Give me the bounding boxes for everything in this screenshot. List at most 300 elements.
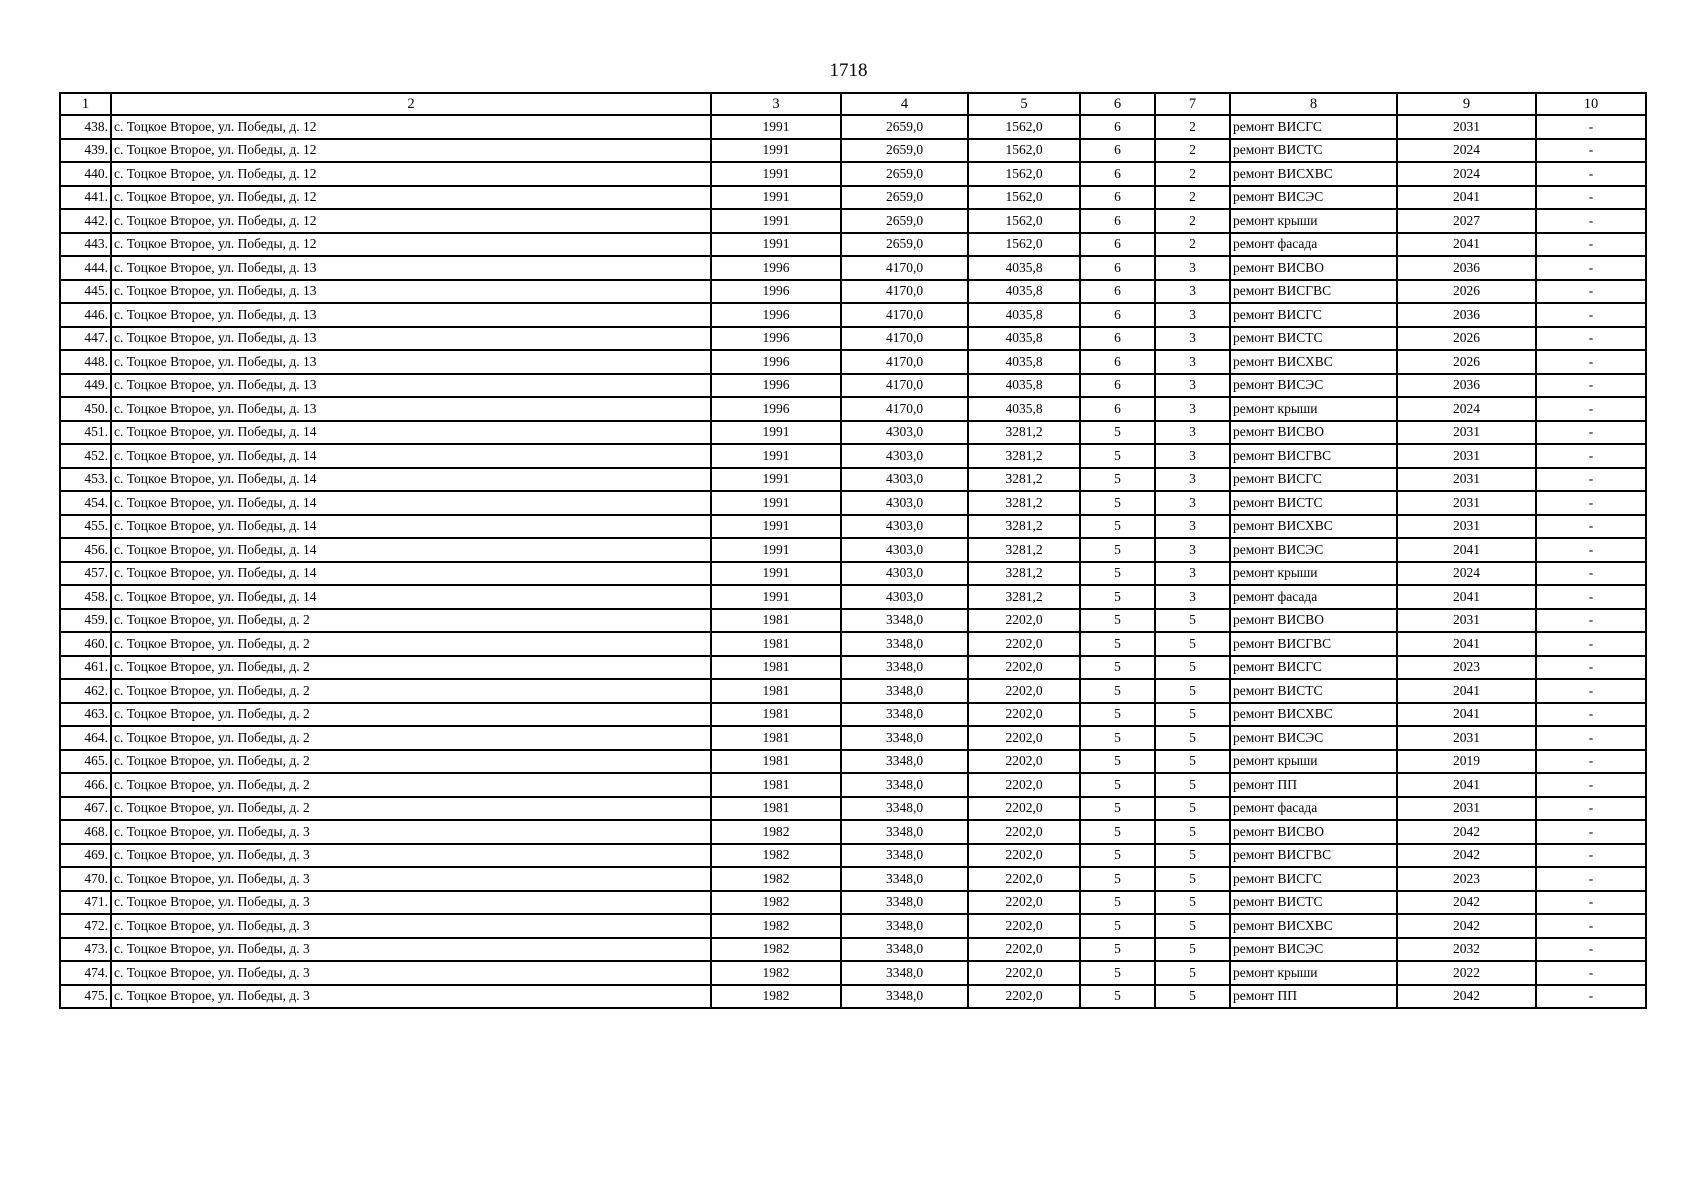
cell-address: с. Тоцкое Второе, ул. Победы, д. 12 xyxy=(111,162,711,186)
cell-build-year: 1996 xyxy=(711,303,841,327)
cell-row-number: 445. xyxy=(60,280,111,304)
cell-planned-year: 2042 xyxy=(1397,820,1536,844)
cell-address: с. Тоцкое Второе, ул. Победы, д. 2 xyxy=(111,632,711,656)
cell-col-10-value: - xyxy=(1536,280,1646,304)
table-row xyxy=(60,421,1646,445)
cell-entrances: 3 xyxy=(1155,327,1230,351)
cell-work-type: ремонт ПП xyxy=(1230,773,1397,797)
cell-row-number: 456. xyxy=(60,538,111,562)
cell-planned-year: 2023 xyxy=(1397,656,1536,680)
cell-col-10-value: - xyxy=(1536,444,1646,468)
cell-build-year: 1996 xyxy=(711,397,841,421)
cell-col-10-value: - xyxy=(1536,233,1646,257)
col-header-3: 3 xyxy=(711,93,841,115)
cell-floors: 6 xyxy=(1080,397,1155,421)
cell-work-type: ремонт ВИСТС xyxy=(1230,491,1397,515)
cell-work-type: ремонт ВИСЭС xyxy=(1230,726,1397,750)
cell-build-year: 1996 xyxy=(711,280,841,304)
cell-entrances: 5 xyxy=(1155,750,1230,774)
cell-entrances: 3 xyxy=(1155,562,1230,586)
cell-living-area: 1562,0 xyxy=(968,139,1080,163)
cell-living-area: 4035,8 xyxy=(968,350,1080,374)
cell-entrances: 3 xyxy=(1155,350,1230,374)
cell-floors: 6 xyxy=(1080,303,1155,327)
cell-floors: 5 xyxy=(1080,773,1155,797)
cell-work-type: ремонт крыши xyxy=(1230,961,1397,985)
cell-living-area: 1562,0 xyxy=(968,233,1080,257)
cell-col-10-value: - xyxy=(1536,632,1646,656)
cell-row-number: 458. xyxy=(60,585,111,609)
cell-total-area: 2659,0 xyxy=(841,233,968,257)
cell-address: с. Тоцкое Второе, ул. Победы, д. 14 xyxy=(111,468,711,492)
cell-row-number: 452. xyxy=(60,444,111,468)
cell-planned-year: 2041 xyxy=(1397,679,1536,703)
cell-floors: 5 xyxy=(1080,585,1155,609)
cell-row-number: 441. xyxy=(60,186,111,210)
cell-total-area: 3348,0 xyxy=(841,797,968,821)
cell-floors: 5 xyxy=(1080,726,1155,750)
cell-living-area: 1562,0 xyxy=(968,115,1080,139)
cell-entrances: 3 xyxy=(1155,397,1230,421)
cell-floors: 5 xyxy=(1080,538,1155,562)
cell-entrances: 5 xyxy=(1155,867,1230,891)
cell-col-10-value: - xyxy=(1536,844,1646,868)
cell-total-area: 4170,0 xyxy=(841,397,968,421)
cell-entrances: 2 xyxy=(1155,186,1230,210)
cell-total-area: 4303,0 xyxy=(841,444,968,468)
cell-floors: 6 xyxy=(1080,374,1155,398)
cell-entrances: 2 xyxy=(1155,209,1230,233)
cell-floors: 5 xyxy=(1080,891,1155,915)
cell-address: с. Тоцкое Второе, ул. Победы, д. 12 xyxy=(111,209,711,233)
cell-work-type: ремонт ПП xyxy=(1230,985,1397,1009)
cell-col-10-value: - xyxy=(1536,656,1646,680)
cell-work-type: ремонт ВИСГС xyxy=(1230,468,1397,492)
cell-row-number: 448. xyxy=(60,350,111,374)
cell-total-area: 3348,0 xyxy=(841,891,968,915)
cell-total-area: 3348,0 xyxy=(841,632,968,656)
cell-entrances: 5 xyxy=(1155,656,1230,680)
cell-col-10-value: - xyxy=(1536,891,1646,915)
cell-entrances: 5 xyxy=(1155,773,1230,797)
cell-living-area: 2202,0 xyxy=(968,914,1080,938)
cell-entrances: 3 xyxy=(1155,303,1230,327)
cell-entrances: 2 xyxy=(1155,233,1230,257)
table-row xyxy=(60,985,1646,1009)
cell-entrances: 3 xyxy=(1155,468,1230,492)
cell-living-area: 2202,0 xyxy=(968,844,1080,868)
cell-address: с. Тоцкое Второе, ул. Победы, д. 14 xyxy=(111,585,711,609)
cell-row-number: 466. xyxy=(60,773,111,797)
cell-floors: 5 xyxy=(1080,609,1155,633)
cell-planned-year: 2041 xyxy=(1397,773,1536,797)
cell-total-area: 4303,0 xyxy=(841,538,968,562)
cell-col-10-value: - xyxy=(1536,679,1646,703)
table-row xyxy=(60,632,1646,656)
cell-work-type: ремонт ВИСВО xyxy=(1230,421,1397,445)
cell-entrances: 3 xyxy=(1155,280,1230,304)
cell-address: с. Тоцкое Второе, ул. Победы, д. 3 xyxy=(111,961,711,985)
cell-planned-year: 2042 xyxy=(1397,914,1536,938)
cell-col-10-value: - xyxy=(1536,162,1646,186)
cell-living-area: 2202,0 xyxy=(968,797,1080,821)
cell-row-number: 442. xyxy=(60,209,111,233)
cell-planned-year: 2041 xyxy=(1397,585,1536,609)
cell-address: с. Тоцкое Второе, ул. Победы, д. 12 xyxy=(111,233,711,257)
cell-build-year: 1991 xyxy=(711,115,841,139)
table-row xyxy=(60,468,1646,492)
cell-row-number: 470. xyxy=(60,867,111,891)
cell-row-number: 471. xyxy=(60,891,111,915)
cell-work-type: ремонт ВИСХВС xyxy=(1230,515,1397,539)
cell-work-type: ремонт ВИСТС xyxy=(1230,139,1397,163)
cell-planned-year: 2027 xyxy=(1397,209,1536,233)
cell-build-year: 1996 xyxy=(711,327,841,351)
cell-living-area: 1562,0 xyxy=(968,162,1080,186)
table-row xyxy=(60,750,1646,774)
cell-build-year: 1982 xyxy=(711,938,841,962)
cell-floors: 6 xyxy=(1080,139,1155,163)
cell-living-area: 3281,2 xyxy=(968,468,1080,492)
cell-build-year: 1982 xyxy=(711,891,841,915)
cell-address: с. Тоцкое Второе, ул. Победы, д. 14 xyxy=(111,515,711,539)
cell-entrances: 3 xyxy=(1155,491,1230,515)
cell-build-year: 1981 xyxy=(711,703,841,727)
cell-col-10-value: - xyxy=(1536,303,1646,327)
cell-entrances: 5 xyxy=(1155,703,1230,727)
cell-total-area: 4303,0 xyxy=(841,468,968,492)
cell-row-number: 462. xyxy=(60,679,111,703)
cell-planned-year: 2024 xyxy=(1397,397,1536,421)
cell-planned-year: 2041 xyxy=(1397,186,1536,210)
col-header-2: 2 xyxy=(111,93,711,115)
table-row xyxy=(60,538,1646,562)
cell-row-number: 464. xyxy=(60,726,111,750)
cell-col-10-value: - xyxy=(1536,538,1646,562)
cell-floors: 5 xyxy=(1080,468,1155,492)
table-row xyxy=(60,867,1646,891)
cell-build-year: 1982 xyxy=(711,867,841,891)
cell-floors: 6 xyxy=(1080,209,1155,233)
cell-row-number: 472. xyxy=(60,914,111,938)
cell-total-area: 4170,0 xyxy=(841,256,968,280)
cell-work-type: ремонт фасада xyxy=(1230,233,1397,257)
cell-address: с. Тоцкое Второе, ул. Победы, д. 12 xyxy=(111,139,711,163)
cell-address: с. Тоцкое Второе, ул. Победы, д. 3 xyxy=(111,891,711,915)
table-row xyxy=(60,797,1646,821)
cell-total-area: 4170,0 xyxy=(841,280,968,304)
cell-planned-year: 2041 xyxy=(1397,233,1536,257)
cell-work-type: ремонт крыши xyxy=(1230,209,1397,233)
cell-address: с. Тоцкое Второе, ул. Победы, д. 3 xyxy=(111,914,711,938)
cell-total-area: 3348,0 xyxy=(841,867,968,891)
cell-row-number: 474. xyxy=(60,961,111,985)
cell-address: с. Тоцкое Второе, ул. Победы, д. 13 xyxy=(111,350,711,374)
cell-floors: 5 xyxy=(1080,656,1155,680)
cell-work-type: ремонт ВИСГВС xyxy=(1230,280,1397,304)
cell-floors: 6 xyxy=(1080,327,1155,351)
cell-floors: 5 xyxy=(1080,844,1155,868)
cell-address: с. Тоцкое Второе, ул. Победы, д. 3 xyxy=(111,867,711,891)
cell-build-year: 1981 xyxy=(711,679,841,703)
col-header-7: 7 xyxy=(1155,93,1230,115)
cell-build-year: 1996 xyxy=(711,350,841,374)
cell-floors: 6 xyxy=(1080,115,1155,139)
cell-work-type: ремонт ВИСВО xyxy=(1230,820,1397,844)
cell-build-year: 1982 xyxy=(711,914,841,938)
cell-address: с. Тоцкое Второе, ул. Победы, д. 12 xyxy=(111,186,711,210)
cell-build-year: 1991 xyxy=(711,233,841,257)
cell-entrances: 5 xyxy=(1155,891,1230,915)
cell-entrances: 3 xyxy=(1155,256,1230,280)
cell-build-year: 1982 xyxy=(711,844,841,868)
cell-planned-year: 2026 xyxy=(1397,280,1536,304)
cell-planned-year: 2031 xyxy=(1397,609,1536,633)
cell-planned-year: 2031 xyxy=(1397,515,1536,539)
cell-entrances: 2 xyxy=(1155,115,1230,139)
cell-row-number: 467. xyxy=(60,797,111,821)
cell-floors: 6 xyxy=(1080,280,1155,304)
table-row xyxy=(60,209,1646,233)
repair-schedule-table xyxy=(59,92,1647,1009)
cell-planned-year: 2019 xyxy=(1397,750,1536,774)
cell-planned-year: 2036 xyxy=(1397,303,1536,327)
cell-planned-year: 2031 xyxy=(1397,115,1536,139)
cell-total-area: 3348,0 xyxy=(841,844,968,868)
cell-total-area: 3348,0 xyxy=(841,820,968,844)
cell-address: с. Тоцкое Второе, ул. Победы, д. 2 xyxy=(111,679,711,703)
cell-total-area: 3348,0 xyxy=(841,679,968,703)
cell-address: с. Тоцкое Второе, ул. Победы, д. 3 xyxy=(111,844,711,868)
cell-living-area: 3281,2 xyxy=(968,444,1080,468)
table-row xyxy=(60,280,1646,304)
cell-address: с. Тоцкое Второе, ул. Победы, д. 13 xyxy=(111,374,711,398)
cell-work-type: ремонт фасада xyxy=(1230,797,1397,821)
cell-row-number: 455. xyxy=(60,515,111,539)
table-row xyxy=(60,703,1646,727)
cell-living-area: 4035,8 xyxy=(968,303,1080,327)
cell-total-area: 2659,0 xyxy=(841,139,968,163)
cell-row-number: 438. xyxy=(60,115,111,139)
cell-col-10-value: - xyxy=(1536,209,1646,233)
cell-planned-year: 2031 xyxy=(1397,726,1536,750)
cell-entrances: 2 xyxy=(1155,139,1230,163)
cell-total-area: 4303,0 xyxy=(841,421,968,445)
cell-work-type: ремонт ВИСХВС xyxy=(1230,350,1397,374)
cell-col-10-value: - xyxy=(1536,726,1646,750)
cell-living-area: 2202,0 xyxy=(968,703,1080,727)
table-row xyxy=(60,773,1646,797)
cell-address: с. Тоцкое Второе, ул. Победы, д. 2 xyxy=(111,656,711,680)
cell-floors: 5 xyxy=(1080,961,1155,985)
cell-address: с. Тоцкое Второе, ул. Победы, д. 14 xyxy=(111,444,711,468)
cell-floors: 6 xyxy=(1080,162,1155,186)
cell-build-year: 1991 xyxy=(711,562,841,586)
cell-planned-year: 2023 xyxy=(1397,867,1536,891)
cell-living-area: 3281,2 xyxy=(968,562,1080,586)
col-header-5: 5 xyxy=(968,93,1080,115)
cell-row-number: 447. xyxy=(60,327,111,351)
cell-row-number: 461. xyxy=(60,656,111,680)
cell-floors: 5 xyxy=(1080,421,1155,445)
table-row xyxy=(60,844,1646,868)
cell-build-year: 1982 xyxy=(711,961,841,985)
cell-total-area: 3348,0 xyxy=(841,609,968,633)
cell-living-area: 2202,0 xyxy=(968,891,1080,915)
cell-build-year: 1981 xyxy=(711,656,841,680)
table-row xyxy=(60,374,1646,398)
cell-planned-year: 2032 xyxy=(1397,938,1536,962)
cell-entrances: 5 xyxy=(1155,985,1230,1009)
cell-living-area: 2202,0 xyxy=(968,773,1080,797)
col-header-8: 8 xyxy=(1230,93,1397,115)
cell-col-10-value: - xyxy=(1536,773,1646,797)
cell-living-area: 2202,0 xyxy=(968,750,1080,774)
cell-planned-year: 2024 xyxy=(1397,162,1536,186)
cell-floors: 5 xyxy=(1080,750,1155,774)
cell-work-type: ремонт ВИСГС xyxy=(1230,867,1397,891)
col-header-10: 10 xyxy=(1536,93,1646,115)
cell-work-type: ремонт ВИСХВС xyxy=(1230,703,1397,727)
cell-living-area: 2202,0 xyxy=(968,985,1080,1009)
cell-living-area: 4035,8 xyxy=(968,374,1080,398)
table-row xyxy=(60,891,1646,915)
table-row xyxy=(60,938,1646,962)
cell-planned-year: 2042 xyxy=(1397,891,1536,915)
cell-address: с. Тоцкое Второе, ул. Победы, д. 2 xyxy=(111,726,711,750)
cell-col-10-value: - xyxy=(1536,139,1646,163)
cell-work-type: ремонт ВИСХВС xyxy=(1230,914,1397,938)
cell-living-area: 1562,0 xyxy=(968,209,1080,233)
table-row xyxy=(60,233,1646,257)
table-row xyxy=(60,115,1646,139)
cell-entrances: 2 xyxy=(1155,162,1230,186)
cell-planned-year: 2041 xyxy=(1397,703,1536,727)
cell-col-10-value: - xyxy=(1536,750,1646,774)
col-header-9: 9 xyxy=(1397,93,1536,115)
cell-address: с. Тоцкое Второе, ул. Победы, д. 14 xyxy=(111,421,711,445)
cell-total-area: 2659,0 xyxy=(841,115,968,139)
cell-floors: 5 xyxy=(1080,491,1155,515)
cell-planned-year: 2042 xyxy=(1397,985,1536,1009)
cell-col-10-value: - xyxy=(1536,585,1646,609)
cell-address: с. Тоцкое Второе, ул. Победы, д. 14 xyxy=(111,538,711,562)
cell-row-number: 454. xyxy=(60,491,111,515)
table-row xyxy=(60,444,1646,468)
cell-entrances: 3 xyxy=(1155,444,1230,468)
cell-col-10-value: - xyxy=(1536,820,1646,844)
cell-planned-year: 2026 xyxy=(1397,327,1536,351)
cell-living-area: 2202,0 xyxy=(968,961,1080,985)
cell-work-type: ремонт крыши xyxy=(1230,750,1397,774)
cell-build-year: 1982 xyxy=(711,985,841,1009)
cell-build-year: 1981 xyxy=(711,750,841,774)
table-row xyxy=(60,609,1646,633)
cell-work-type: ремонт ВИСВО xyxy=(1230,609,1397,633)
cell-build-year: 1981 xyxy=(711,773,841,797)
cell-living-area: 2202,0 xyxy=(968,679,1080,703)
cell-total-area: 3348,0 xyxy=(841,750,968,774)
cell-living-area: 3281,2 xyxy=(968,538,1080,562)
cell-entrances: 5 xyxy=(1155,632,1230,656)
cell-planned-year: 2026 xyxy=(1397,350,1536,374)
cell-col-10-value: - xyxy=(1536,421,1646,445)
cell-work-type: ремонт ВИСТС xyxy=(1230,891,1397,915)
cell-total-area: 4303,0 xyxy=(841,515,968,539)
cell-col-10-value: - xyxy=(1536,797,1646,821)
cell-planned-year: 2031 xyxy=(1397,444,1536,468)
cell-floors: 5 xyxy=(1080,938,1155,962)
col-header-6: 6 xyxy=(1080,93,1155,115)
cell-row-number: 439. xyxy=(60,139,111,163)
cell-work-type: ремонт ВИСХВС xyxy=(1230,162,1397,186)
cell-col-10-value: - xyxy=(1536,914,1646,938)
cell-build-year: 1991 xyxy=(711,491,841,515)
cell-living-area: 2202,0 xyxy=(968,656,1080,680)
cell-living-area: 1562,0 xyxy=(968,186,1080,210)
cell-work-type: ремонт ВИСГВС xyxy=(1230,444,1397,468)
cell-total-area: 4170,0 xyxy=(841,303,968,327)
cell-entrances: 5 xyxy=(1155,938,1230,962)
cell-address: с. Тоцкое Второе, ул. Победы, д. 2 xyxy=(111,609,711,633)
cell-living-area: 2202,0 xyxy=(968,867,1080,891)
cell-planned-year: 2024 xyxy=(1397,139,1536,163)
cell-row-number: 444. xyxy=(60,256,111,280)
cell-floors: 5 xyxy=(1080,562,1155,586)
cell-row-number: 465. xyxy=(60,750,111,774)
cell-work-type: ремонт ВИСГС xyxy=(1230,115,1397,139)
cell-col-10-value: - xyxy=(1536,397,1646,421)
cell-planned-year: 2022 xyxy=(1397,961,1536,985)
cell-living-area: 2202,0 xyxy=(968,820,1080,844)
table-row xyxy=(60,186,1646,210)
cell-entrances: 3 xyxy=(1155,538,1230,562)
cell-build-year: 1996 xyxy=(711,256,841,280)
cell-row-number: 473. xyxy=(60,938,111,962)
cell-col-10-value: - xyxy=(1536,562,1646,586)
cell-entrances: 3 xyxy=(1155,421,1230,445)
cell-address: с. Тоцкое Второе, ул. Победы, д. 3 xyxy=(111,985,711,1009)
cell-total-area: 3348,0 xyxy=(841,938,968,962)
cell-planned-year: 2036 xyxy=(1397,256,1536,280)
cell-floors: 6 xyxy=(1080,256,1155,280)
cell-build-year: 1991 xyxy=(711,515,841,539)
cell-build-year: 1981 xyxy=(711,797,841,821)
cell-col-10-value: - xyxy=(1536,609,1646,633)
cell-build-year: 1982 xyxy=(711,820,841,844)
cell-work-type: ремонт ВИСЭС xyxy=(1230,186,1397,210)
cell-living-area: 3281,2 xyxy=(968,491,1080,515)
cell-floors: 5 xyxy=(1080,703,1155,727)
cell-row-number: 457. xyxy=(60,562,111,586)
cell-total-area: 4303,0 xyxy=(841,585,968,609)
table-row xyxy=(60,491,1646,515)
table-row xyxy=(60,139,1646,163)
cell-build-year: 1981 xyxy=(711,632,841,656)
cell-total-area: 4170,0 xyxy=(841,327,968,351)
cell-total-area: 3348,0 xyxy=(841,961,968,985)
cell-col-10-value: - xyxy=(1536,938,1646,962)
cell-address: с. Тоцкое Второе, ул. Победы, д. 2 xyxy=(111,773,711,797)
cell-row-number: 475. xyxy=(60,985,111,1009)
cell-col-10-value: - xyxy=(1536,515,1646,539)
cell-row-number: 468. xyxy=(60,820,111,844)
cell-address: с. Тоцкое Второе, ул. Победы, д. 13 xyxy=(111,303,711,327)
cell-work-type: ремонт ВИСВО xyxy=(1230,256,1397,280)
cell-planned-year: 2041 xyxy=(1397,632,1536,656)
cell-floors: 5 xyxy=(1080,515,1155,539)
cell-col-10-value: - xyxy=(1536,256,1646,280)
